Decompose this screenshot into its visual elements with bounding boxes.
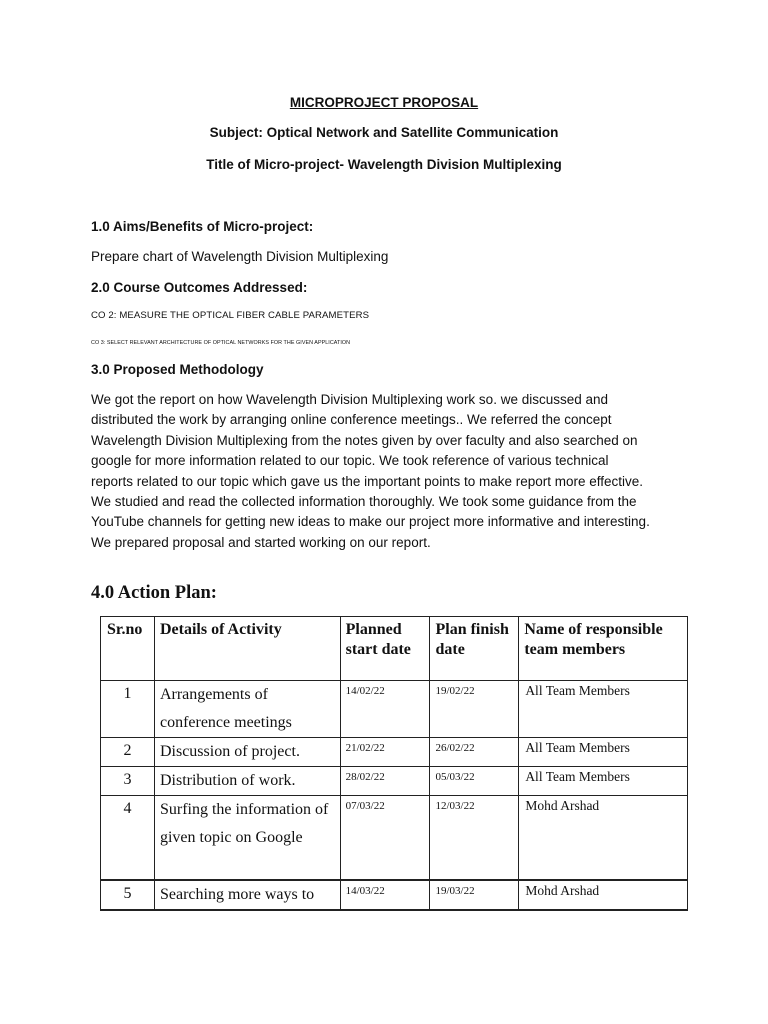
- activity-cell: Distribution of work.: [154, 767, 340, 796]
- column-header: Details of Activity: [154, 617, 340, 681]
- table-row: [101, 880, 688, 910]
- methodology-line: distributed the work by arranging online conference meetings.. We referred the concept: [91, 412, 612, 428]
- table-row: [101, 738, 688, 767]
- document-title: MICROPROJECT PROPOSAL: [289, 95, 479, 110]
- methodology-line: google for more information related to our topic. We took reference of various technical: [91, 453, 609, 469]
- table-header-row: [101, 617, 688, 681]
- start-date-cell: 21/02/22: [340, 738, 430, 767]
- table-row: [101, 681, 688, 738]
- aims-text: Prepare chart of Wavelength Division Multiplexing: [91, 249, 389, 264]
- row-number: 1: [101, 681, 155, 738]
- finish-date-cell: 19/03/22: [430, 880, 519, 910]
- members-cell: Mohd Arshad: [519, 796, 688, 880]
- start-date-cell: 14/02/22: [340, 681, 430, 738]
- methodology-line: YouTube channels for getting new ideas to make our project more informative and interesting.: [91, 514, 650, 530]
- methodology-line: We prepared proposal and started working on our report.: [91, 534, 431, 550]
- finish-date-cell: 05/03/22: [430, 767, 519, 796]
- course-outcomes-heading: 2.0 Course Outcomes Addressed:: [91, 280, 308, 295]
- start-date-cell: 07/03/22: [340, 796, 430, 880]
- column-header: Sr.no: [101, 617, 155, 681]
- table-row: [101, 767, 688, 796]
- column-header: Planned start date: [340, 617, 430, 681]
- subject-line: Subject: Optical Network and Satellite Communication: [209, 125, 559, 140]
- row-number: 4: [101, 796, 155, 880]
- course-outcome-3: CO 3: SELECT RELEVANT ARCHITECTURE OF OPTICAL NETWORKS FOR THE GIVEN APPLICATION: [91, 340, 351, 346]
- row-number: 3: [101, 767, 155, 796]
- finish-date-cell: 12/03/22: [430, 796, 519, 880]
- microproject-title: Title of Micro-project- Wavelength Division Multiplexing: [206, 157, 562, 172]
- methodology-heading: 3.0 Proposed Methodology: [91, 362, 264, 377]
- action-plan-heading: 4.0 Action Plan:: [91, 583, 217, 603]
- course-outcome-2: CO 2: MEASURE THE OPTICAL FIBER CABLE PARAMETERS: [91, 310, 370, 321]
- activity-cell: Discussion of project.: [154, 738, 340, 767]
- aims-heading: 1.0 Aims/Benefits of Micro-project:: [91, 219, 314, 234]
- table-row: [101, 796, 688, 880]
- column-header: Plan finish date: [430, 617, 519, 681]
- members-cell: Mohd Arshad: [519, 880, 688, 910]
- methodology-line: reports related to our topic which gave us the important points to make report more effective.: [91, 473, 644, 489]
- methodology-line: We studied and read the collected information thoroughly. We took some guidance from the: [91, 494, 637, 510]
- activity-cell: Surfing the information of given topic on Google: [154, 796, 340, 880]
- finish-date-cell: 19/02/22: [430, 681, 519, 738]
- methodology-line: Wavelength Division Multiplexing from the notes given by over faculty and also searched on: [91, 432, 638, 448]
- members-cell: All Team Members: [519, 681, 688, 738]
- methodology-line: We got the report on how Wavelength Division Multiplexing work so. we discussed and: [91, 392, 609, 407]
- methodology-paragraph: [91, 390, 691, 553]
- finish-date-cell: 26/02/22: [430, 738, 519, 767]
- members-cell: All Team Members: [519, 738, 688, 767]
- start-date-cell: 28/02/22: [340, 767, 430, 796]
- action-plan-table: [100, 616, 688, 911]
- activity-cell: Arrangements of conference meetings: [154, 681, 340, 738]
- row-number: 5: [101, 880, 155, 910]
- column-header: Name of responsible team members: [519, 617, 688, 681]
- activity-cell: Searching more ways to: [154, 880, 340, 910]
- members-cell: All Team Members: [519, 767, 688, 796]
- start-date-cell: 14/03/22: [340, 880, 430, 910]
- row-number: 2: [101, 738, 155, 767]
